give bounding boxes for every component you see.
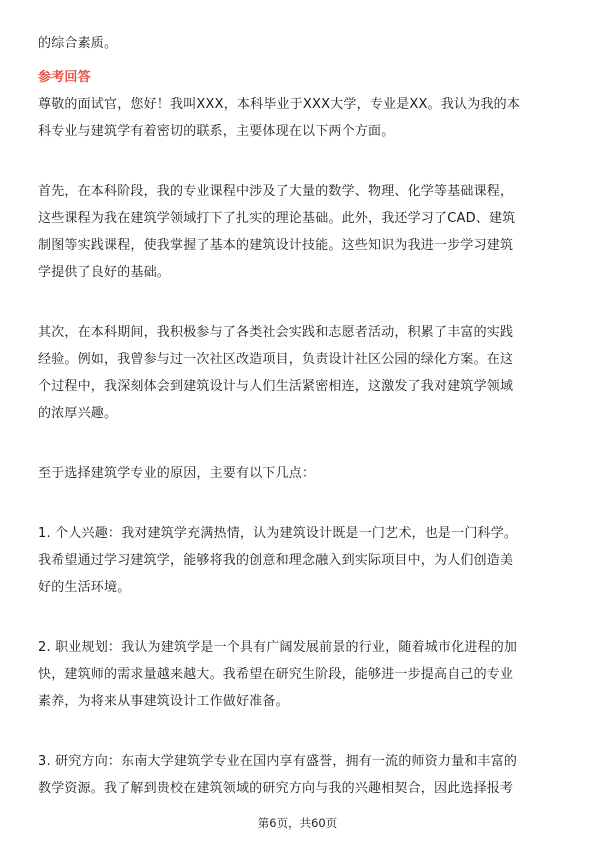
text-line: 好的生活环境。	[38, 580, 131, 595]
text-line: 教学资源。我了解到贵校在建筑领域的研究方向与我的兴趣相契合，因此选择报考	[38, 781, 514, 796]
text-line: 制图等实践课程，使我掌握了基本的建筑设计技能。这些知识为我进一步学习建筑	[38, 238, 514, 253]
text-line: 其次，在本科期间，我积极参与了各类社会实践和志愿者活动，积累了丰富的实践	[38, 325, 514, 340]
text-line: 素养，为将来从事建筑设计工作做好准备。	[38, 694, 289, 709]
text-line: 首先，在本科阶段，我的专业课程中涉及了大量的数学、物理、化学等基础课程，	[38, 184, 514, 199]
text-line: 我希望通过学习建筑学，能够将我的创意和理念融入到实际项目中，为人们创造美	[38, 553, 514, 568]
page-number: 第6页，共60页	[257, 816, 338, 830]
text-line: 3. 研究方向：东南大学建筑学专业在国内享有盛誉，拥有一流的师资力量和丰富的	[38, 754, 518, 769]
text-line: 2. 职业规划：我认为建筑学是一个具有广阔发展前景的行业，随着城市化进程的加	[38, 640, 518, 655]
section-heading: 参考回答	[38, 70, 91, 85]
text-line: 至于选择建筑学专业的原因，主要有以下几点：	[38, 466, 316, 481]
text-line: 个过程中，我深刻体会到建筑设计与人们生活紧密相连，这激发了我对建筑学领域	[38, 379, 514, 394]
text-line: 的综合素质。	[38, 36, 118, 51]
text-line: 快，建筑师的需求量越来越大。我希望在研究生阶段，能够进一步提高自己的专业	[38, 667, 514, 682]
text-line: 尊敬的面试官，您好！我叫XXX，本科毕业于XXX大学，专业是XX。我认为我的本	[38, 97, 521, 112]
text-line: 1. 个人兴趣：我对建筑学充满热情，认为建筑设计既是一门艺术，也是一门科学。	[38, 526, 518, 541]
text-line: 经验。例如，我曾参与过一次社区改造项目，负责设计社区公园的绿化方案。在这	[38, 352, 514, 367]
text-line: 这些课程为我在建筑学领域打下了扎实的理论基础。此外，我还学习了CAD、建筑	[38, 211, 516, 226]
text-line: 科专业与建筑学有着密切的联系，主要体现在以下两个方面。	[38, 124, 395, 139]
text-line: 的浓厚兴趣。	[38, 406, 118, 421]
text-line: 学提供了良好的基础。	[38, 265, 171, 280]
